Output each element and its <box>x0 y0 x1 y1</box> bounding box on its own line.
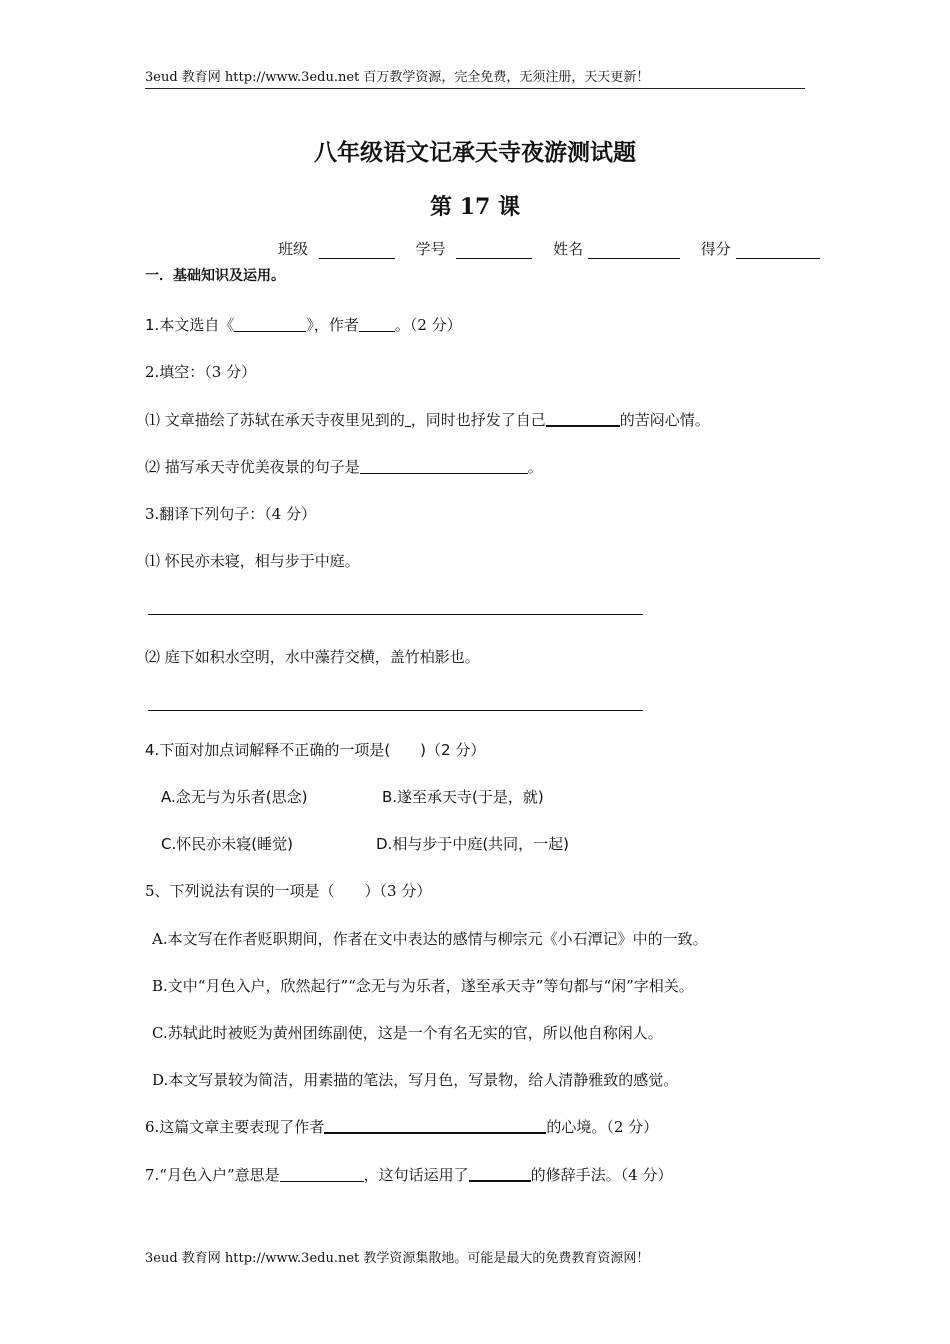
score-field[interactable] <box>736 243 820 259</box>
q2-blank-2[interactable] <box>546 410 620 427</box>
page-title: 八年级语文记承天寺夜游测试题 <box>314 139 636 166</box>
q4-option-d[interactable]: D.相与步于中庭(共同，一起) <box>376 835 570 853</box>
q5-option-b[interactable]: B.文中“月色入户，欣然起行”“念无与为乐者，遂至承天寺”等句都与“闲”字相关。 <box>152 977 694 995</box>
question-7: 7.“月色入户”意思是 ，这句话运用了 的修辞手法。（4 分） <box>145 1166 673 1184</box>
question-3-heading: 3.翻译下列句子：（4 分） <box>145 505 317 523</box>
question-5-heading: 5、下列说法有误的一项是（ ）（3 分） <box>145 882 432 900</box>
question-1: 1.本文选自《 》，作者 。（2 分） <box>145 316 462 334</box>
student-info-row <box>278 238 820 259</box>
q1-blank-author[interactable] <box>359 316 395 332</box>
page-footer: 3eud 教育网 http://www.3edu.net 教学资源集散地。可能是最大的免费教育资源网！ <box>145 1251 650 1266</box>
page-header: 3eud 教育网 http://www.3edu.net 百万教学资源，完全免费，无须注册，天天更新！ <box>145 66 805 89</box>
q3-answer-line-1[interactable] <box>148 614 643 615</box>
name-field[interactable] <box>588 243 680 259</box>
q2-blank-3[interactable] <box>360 458 528 474</box>
number-label: 学号 <box>415 240 446 258</box>
q1-blank-source[interactable] <box>234 316 306 332</box>
name-label: 姓名 <box>553 240 584 258</box>
question-6: 6.这篇文章主要表现了作者 的心境。（2 分） <box>145 1118 659 1136</box>
question-3-sentence-2: ⑵ 庭下如积水空明，水中藻荇交横，盖竹柏影也。 <box>145 648 480 666</box>
q4-option-c[interactable]: C.怀民亦未寝(睡觉) <box>161 835 293 853</box>
question-4-heading: 4.下面对加点词解释不正确的一项是( )（2 分） <box>145 741 486 759</box>
class-label: 班级 <box>278 240 309 258</box>
question-2-item-2: ⑵ 描写承天寺优美夜景的句子是 。 <box>145 458 543 476</box>
lesson-subtitle: 第 17 课 <box>430 194 520 220</box>
q4-option-b[interactable]: B.遂至承天寺(于是，就) <box>382 788 544 806</box>
q3-answer-line-2[interactable] <box>148 710 643 711</box>
score-label: 得分 <box>700 240 731 258</box>
q5-option-a[interactable]: A.本文写在作者贬职期间，作者在文中表达的感情与柳宗元《小石潭记》中的一致。 <box>152 930 708 948</box>
q7-blank-2[interactable] <box>469 1165 531 1182</box>
q7-blank-1[interactable] <box>280 1166 364 1182</box>
q4-option-a[interactable]: A.念无与为乐者(思念) <box>161 788 308 806</box>
q6-blank[interactable] <box>324 1117 546 1134</box>
section-heading: 一．基础知识及运用。 <box>145 268 285 284</box>
question-3-sentence-1: ⑴ 怀民亦未寝，相与步于中庭。 <box>145 552 360 570</box>
q5-option-c[interactable]: C.苏轼此时被贬为黄州团练副使，这是一个有名无实的官，所以他自称闲人。 <box>152 1024 663 1042</box>
question-2-item-1: ⑴ 文章描绘了苏轼在承天寺夜里见到的 ，同时也抒发了自己 的苦闷心情。 <box>145 411 710 429</box>
question-2-heading: 2.填空：（3 分） <box>145 363 257 381</box>
q5-option-d[interactable]: D.本文写景较为简洁，用素描的笔法，写月色，写景物，给人清静雅致的感觉。 <box>152 1071 679 1089</box>
class-field[interactable] <box>319 243 395 259</box>
number-field[interactable] <box>456 243 532 259</box>
